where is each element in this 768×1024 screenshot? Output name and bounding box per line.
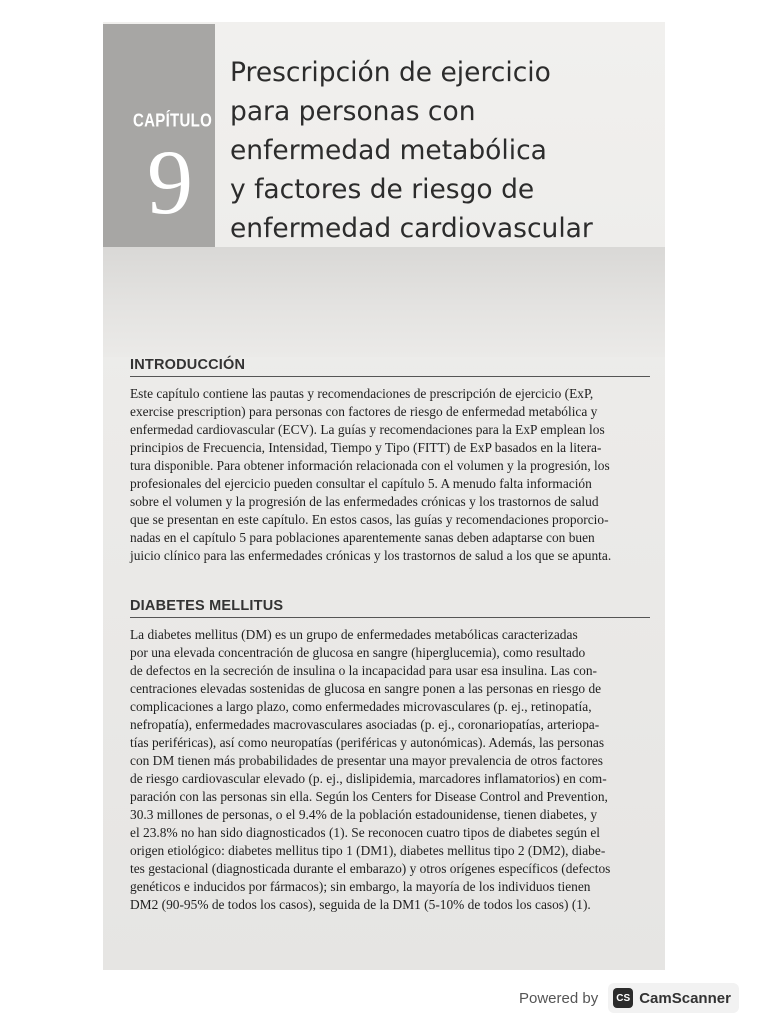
paragraph-line: que se presentan en este capítulo. En estos casos, las guías y recomendaciones proporcio- — [130, 512, 609, 527]
chapter-title-line: y factores de riesgo de — [230, 174, 535, 205]
paragraph-line: juicio clínico para las enfermedades crónicas y los trastornos de salud a los que se apunta. — [130, 548, 612, 563]
section-body-diabetes-mellitus — [130, 626, 650, 914]
chapter-label: CAPÍTULO — [133, 110, 213, 132]
watermark-footer — [519, 984, 739, 1012]
camscanner-name: CamScanner — [639, 989, 731, 1007]
chapter-title-line: para personas con — [230, 96, 476, 127]
paragraph-line: La diabetes mellitus (DM) es un grupo de enfermedades metabólicas caracterizadas — [130, 627, 578, 642]
section-body-introduccion — [130, 385, 650, 565]
chapter-title-line: Prescripción de ejercicio — [230, 57, 551, 88]
paragraph-line: exercise prescription) para personas con factores de riesgo de enfermedad metabólica y — [130, 404, 598, 419]
chapter-title-line: enfermedad cardiovascular — [230, 213, 593, 244]
paragraph-line: sobre el volumen y la progresión de las enfermedades crónicas y los trastornos de salud — [130, 494, 599, 509]
paragraph-line: genéticos e inducidos por fármacos); sin embargo, la mayoría de los individuos tienen — [130, 879, 591, 894]
camscanner-logo-icon: CS — [613, 988, 633, 1008]
paragraph-line: tura disponible. Para obtener información relacionada con el volumen y la progresión, los — [130, 458, 610, 473]
paragraph-line: el 23.8% no han sido diagnosticados (1). Se reconocen cuatro tipos de diabetes según el — [130, 825, 601, 840]
chapter-title — [230, 53, 660, 248]
chapter-badge — [103, 24, 215, 247]
chapter-title-line: enfermedad metabólica — [230, 135, 547, 166]
paragraph-line: origen etiológico: diabetes mellitus tipo 1 (DM1), diabetes mellitus tipo 2 (DM2), diabe- — [130, 843, 606, 858]
paragraph-line: de riesgo cardiovascular elevado (p. ej., dislipidemia, marcadores inflamatorios) en com- — [130, 771, 607, 786]
chapter-number: 9 — [147, 131, 193, 233]
paragraph-line: 30.3 millones de personas, o el 9.4% de la población estadounidense, tienen diabetes, y — [130, 807, 598, 822]
paragraph-line: DM2 (90-95% de todos los casos), seguida de la DM1 (5-10% de todos los casos) (1). — [130, 897, 591, 912]
powered-by-text: Powered by — [519, 989, 599, 1007]
paragraph-line: enfermedad cardiovascular (ECV). La guías y recomendaciones para la ExP emplean los — [130, 422, 605, 437]
paragraph-line: por una elevada concentración de glucosa en sangre (hiperglucemia), como resultado — [130, 645, 586, 660]
paragraph-line: con DM tienen más probabilidades de presentar una mayor prevalencia de otros factores — [130, 753, 603, 768]
section-heading-diabetes-mellitus: DIABETES MELLITUS — [130, 598, 650, 618]
scanned-page — [103, 22, 665, 970]
paragraph-line: de defectos en la secreción de insulina o la incapacidad para usar esa insulina. Las con- — [130, 663, 597, 678]
section-heading-introduccion: INTRODUCCIÓN — [130, 357, 650, 377]
paragraph-line: nadas en el capítulo 5 para poblaciones aparentemente sanas deben adaptarse con buen — [130, 530, 595, 545]
camscanner-badge — [608, 983, 739, 1013]
paragraph-line: principios de Frecuencia, Intensidad, Tiempo y Tipo (FITT) de ExP basados en la litera- — [130, 440, 602, 455]
paragraph-line: nefropatía), enfermedades macrovasculares asociadas (p. ej., coronariopatías, arteriopa- — [130, 717, 600, 732]
paragraph-line: tes gestacional (diagnosticada durante el embarazo) y otros orígenes específicos (defectos — [130, 861, 611, 876]
header-band — [103, 247, 665, 357]
paragraph-line: profesionales del ejercicio pueden consultar el capítulo 5. A menudo falta información — [130, 476, 592, 491]
paragraph-line: complicaciones a largo plazo, como enfermedades microvasculares (p. ej., retinopatía, — [130, 699, 592, 714]
paragraph-line: paración con las personas sin ella. Según los Centers for Disease Control and Prevention, — [130, 789, 608, 804]
paragraph-line: tías periféricas), así como neuropatías (periféricas y autonómicas). Además, las personas — [130, 735, 605, 750]
paragraph-line: centraciones elevadas sostenidas de glucosa en sangre ponen a las personas en riesgo de — [130, 681, 602, 696]
paragraph-line: Este capítulo contiene las pautas y recomendaciones de prescripción de ejercicio (ExP, — [130, 386, 594, 401]
